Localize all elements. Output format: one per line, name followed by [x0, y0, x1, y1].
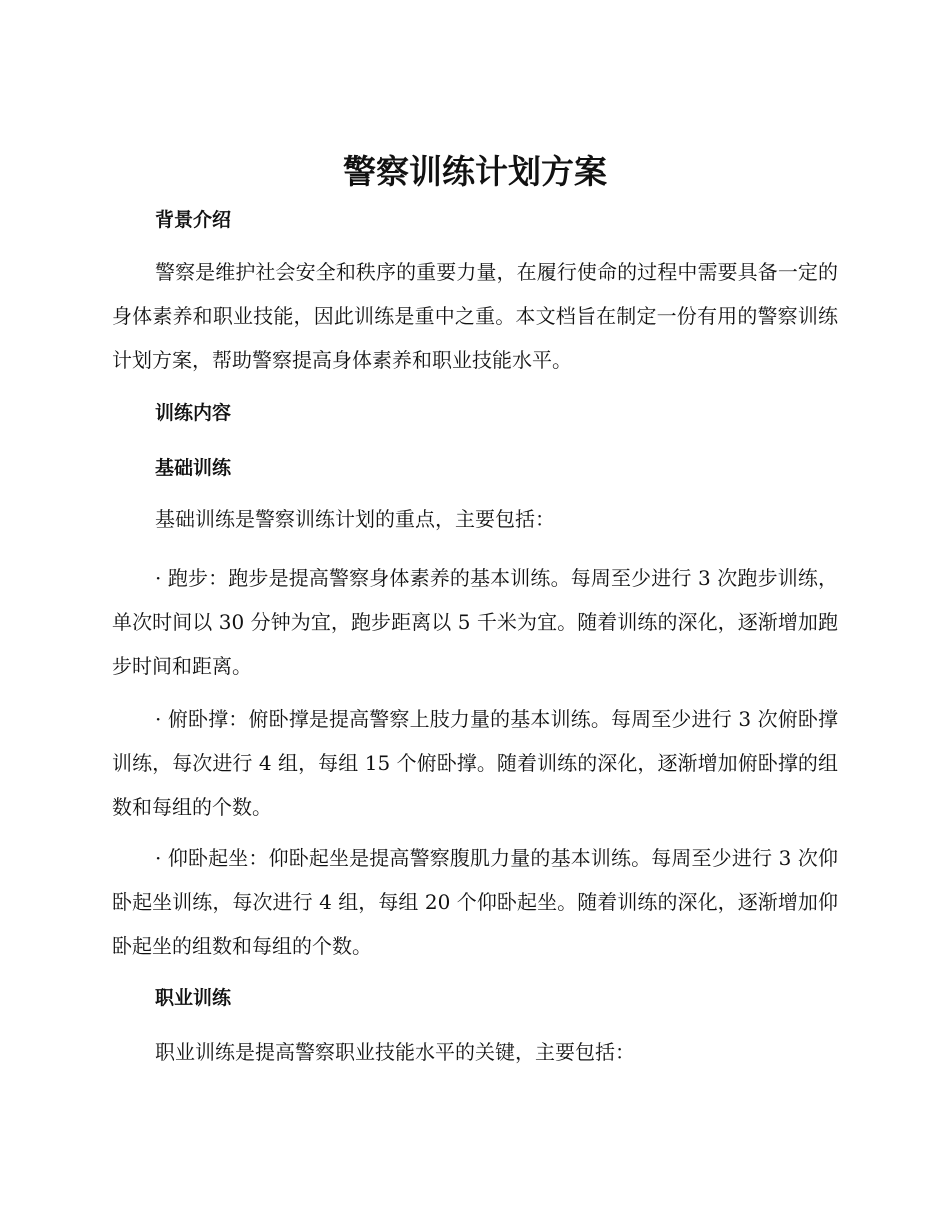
heading-background: 背景介绍 — [155, 209, 232, 231]
document-title: 警察训练计划方案 — [343, 152, 607, 191]
heading-training-content: 训练内容 — [155, 402, 232, 424]
paragraph-professional-training-intro: 职业训练是提高警察职业技能水平的关键，主要包括： — [155, 1040, 635, 1064]
paragraph-basic-training-intro: 基础训练是警察训练计划的重点，主要包括： — [155, 507, 555, 531]
list-item-running: · 跑步：跑步是提高警察身体素养的基本训练。每周至少进行 3 次跑步训练，单次时间以 30 分钟为宜，跑步距离以 5 千米为宜。随着训练的深化，逐渐增加跑步时间和距离。 — [112, 566, 838, 678]
heading-professional-training: 职业训练 — [155, 987, 232, 1009]
paragraph-background: 警察是维护社会安全和秩序的重要力量，在履行使命的过程中需要具备一定的身体素养和职业技能，因此训练是重中之重。本文档旨在制定一份有用的警察训练计划方案，帮助警察提高身体素养和职业技能水平。 — [112, 260, 838, 372]
list-item-situps: · 仰卧起坐：仰卧起坐是提高警察腹肌力量的基本训练。每周至少进行 3 次仰卧起坐训练，每次进行 4 组，每组 20 个仰卧起坐。随着训练的深化，逐渐增加仰卧起坐的组数和每组的个数。 — [112, 846, 838, 958]
heading-basic-training: 基础训练 — [155, 457, 232, 479]
list-item-pushups: · 俯卧撑：俯卧撑是提高警察上肢力量的基本训练。每周至少进行 3 次俯卧撑训练，每次进行 4 组，每组 15 个俯卧撑。随着训练的深化，逐渐增加俯卧撑的组数和每组的个数。 — [112, 707, 838, 819]
